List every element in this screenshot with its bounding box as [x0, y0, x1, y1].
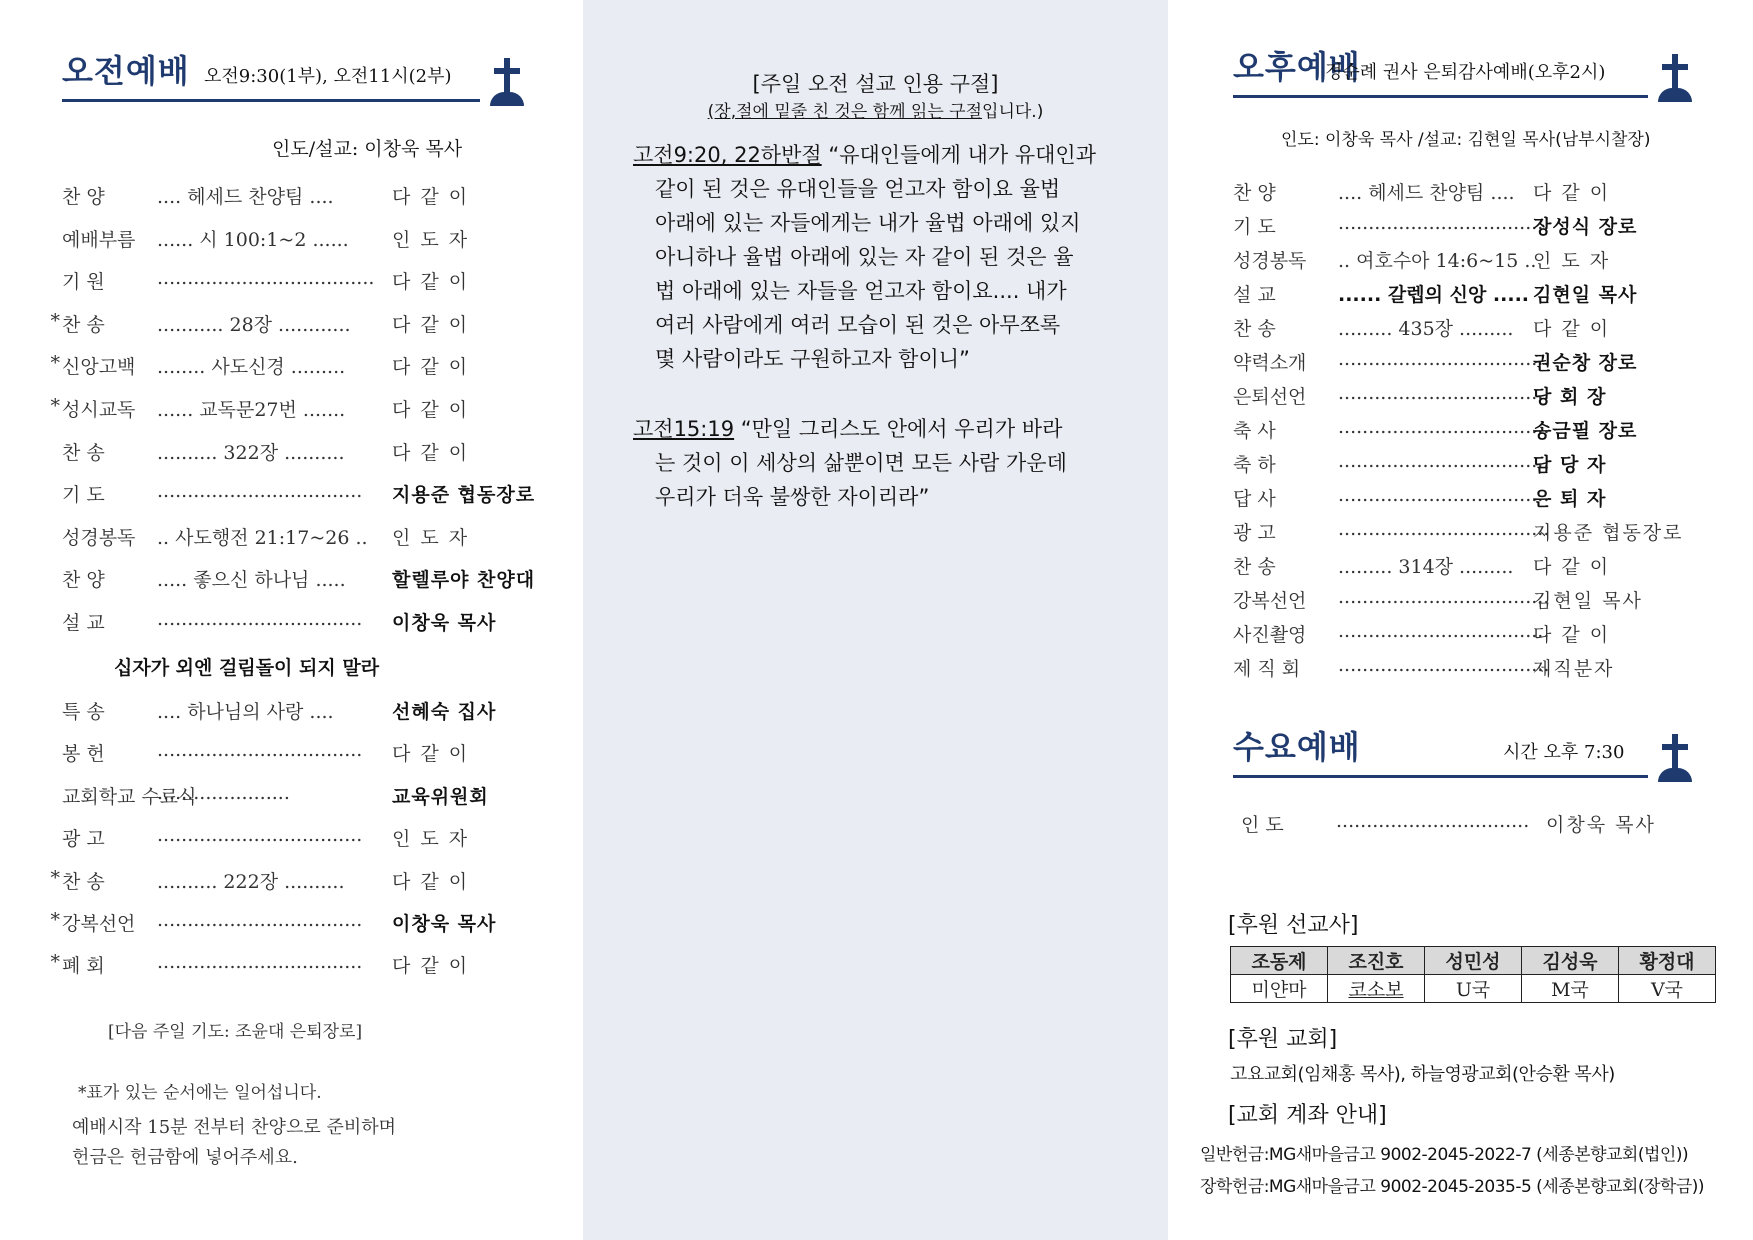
- order-detail: ...................................: [1338, 212, 1550, 234]
- order-person: 선혜숙 집사: [392, 701, 497, 723]
- order-detail: ..................................: [157, 909, 363, 931]
- order-detail: ....................................: [157, 267, 375, 290]
- supporting-churches-heading: [후원 교회]: [1228, 1027, 1338, 1052]
- order-label: 예배부름: [62, 228, 136, 251]
- order-detail: ......... 314장 .........: [1338, 556, 1514, 578]
- order-person: 다 같 이: [392, 356, 470, 379]
- morning-leader: 인도/설교: 이창욱 목사: [272, 138, 463, 160]
- missionaries-table: [1230, 946, 1716, 1003]
- order-label: 성경봉독: [1233, 250, 1307, 272]
- order-person: 당 회 장: [1533, 386, 1607, 408]
- order-detail: ........... 28장 ............: [157, 313, 351, 336]
- order-detail: ...................................: [1338, 484, 1550, 506]
- order-label: 기 원: [62, 271, 105, 294]
- standing-marker: *: [50, 395, 60, 417]
- order-label: 찬 양: [1233, 182, 1276, 204]
- order-detail: .......... 322장 ..........: [157, 441, 345, 464]
- order-person: 이창욱 목사: [392, 913, 497, 935]
- cross-icon: [1658, 734, 1692, 782]
- order-person: 할렐루야 찬양대: [392, 569, 536, 592]
- order-detail: .. 여호수아 14:6~15 ..: [1338, 250, 1537, 272]
- cross-icon: [490, 58, 524, 106]
- order-person: 지용준 협동장로: [1533, 522, 1684, 544]
- order-label: 제 직 회: [1233, 658, 1301, 680]
- afternoon-leader: 인도: 이창욱 목사 /설교: 김현일 목사(남부시찰장): [1281, 130, 1651, 150]
- order-label: 폐 회: [62, 955, 105, 978]
- order-person: 김현일 목사: [1533, 284, 1638, 306]
- order-person: 김현일 목사: [1533, 590, 1643, 612]
- order-person: 다 같 이: [392, 743, 470, 766]
- order-label: 광 고: [1233, 522, 1276, 544]
- account-general: 일반헌금:MG새마을금고 9002-2045-2022-7 (세종본향교회(법인)): [1200, 1145, 1689, 1165]
- order-person: 교육위원회: [392, 785, 489, 808]
- order-person: 제직분자: [1533, 658, 1615, 680]
- order-person: 담 당 자: [1533, 454, 1607, 476]
- order-detail: ...................................: [1338, 586, 1550, 608]
- order-label: 성시교독: [62, 399, 136, 421]
- morning-service-time: 오전9:30(1부), 오전11시(2부): [204, 66, 452, 87]
- order-person: 다 같 이: [1533, 556, 1611, 578]
- order-detail: ...................................: [1338, 450, 1550, 472]
- wednesday-service-header: [1233, 718, 1703, 778]
- order-person: 인 도 자: [392, 526, 470, 549]
- order-detail: ...... 갈렙의 신앙 .....: [1338, 284, 1530, 306]
- supporting-churches-text: 고요교회(임채홍 목사), 하늘영광교회(안승환 목사): [1230, 1064, 1615, 1085]
- missionaries-names-row: 조동제 조진호 성민성 김성욱 황정대: [1231, 947, 1716, 975]
- order-label: 광 고: [62, 828, 105, 851]
- order-label: 신앙고백: [62, 356, 136, 379]
- afternoon-service-header: [1233, 38, 1703, 98]
- order-detail: ......................: [157, 781, 290, 804]
- morning-service-title: 오전예배: [62, 52, 190, 90]
- header-rule: [1233, 775, 1648, 778]
- order-detail: ...................................: [1338, 518, 1550, 540]
- order-person: 다 같 이: [392, 186, 470, 208]
- account-scholarship: 장학헌금:MG새마을금고 9002-2045-2035-5 (세종본향교회(장학금)): [1200, 1177, 1705, 1197]
- order-detail: ...................................: [1338, 382, 1550, 404]
- sermon-title: 십자가 외엔 걸림돌이 되지 말라: [114, 657, 380, 679]
- sermon-quotes-panel: [583, 0, 1168, 1240]
- order-label: 찬 송: [1233, 318, 1276, 340]
- order-person: 권순창 장로: [1533, 352, 1638, 374]
- order-person: 인 도 자: [1533, 250, 1611, 272]
- order-detail: ..................................: [157, 824, 363, 847]
- order-detail: ..................................: [157, 739, 363, 762]
- order-label: 찬 양: [62, 569, 105, 592]
- order-detail: ...................................: [1338, 620, 1550, 642]
- order-detail: ..................................: [157, 951, 363, 974]
- next-week-prayer: [다음 주일 기도: 조윤대 은퇴장로]: [108, 1022, 363, 1042]
- subtitle-rest: 입니다.): [982, 102, 1044, 122]
- order-label: 설 교: [1233, 284, 1276, 306]
- accounts-heading: [교회 계좌 안내]: [1228, 1103, 1387, 1128]
- order-detail: ........ 사도신경 .........: [157, 356, 346, 379]
- order-person: 이창욱 목사: [392, 612, 497, 634]
- order-label: 찬 양: [62, 186, 105, 208]
- prep-note-1: 예배시작 15분 전부터 찬양으로 준비하며: [72, 1117, 396, 1138]
- order-person: 인 도 자: [392, 828, 470, 851]
- subtitle-underlined: (장,절에 밑줄 친 것은 함께 읽는 구절: [707, 102, 983, 122]
- order-person: 다 같 이: [392, 870, 470, 893]
- afternoon-service-subtitle: 정순례 권사 은퇴감사예배(오후2시): [1325, 62, 1606, 83]
- afternoon-service-title: 오후예배: [1233, 48, 1361, 86]
- order-label: 기 도: [1233, 216, 1276, 238]
- order-person: 다 같 이: [392, 399, 470, 421]
- verse-1-reference: 고전9:20, 22하반절: [633, 143, 822, 167]
- order-label: 찬 송: [62, 313, 105, 336]
- morning-service-panel: [0, 0, 583, 1240]
- order-person: 은 퇴 자: [1533, 488, 1607, 510]
- verse-2: 고전15:19 “만일 그리스도 안에서 우리가 바라 는 것이 이 세상의 삶뿐이면 모든 사람 가운데 우리가 더욱 불쌍한 자이리라”: [633, 417, 1067, 509]
- order-label: 찬 송: [62, 870, 105, 893]
- standing-marker: *: [50, 909, 60, 931]
- afternoon-service-panel: 오후예배 정순례 권사 은퇴감사예배(오후2시) 인도: 이창욱 목사 /설교: 김현일 목사(남부시찰장) 찬 양 .... 헤세드 찬양팀 .... 다 같 이 기 도 ................................... 장성식 장로 성경봉독 .. 여호수아 14:6~15 .. 인 도 자 설 교 ...... 갈렙의 신앙 ..... 김현일 목사 찬 송 ......... 435장 ......... 다 같 이 약력소개 ................................... 권순창 장로 은퇴선언 ................................... 당 회 장 축 사 ................................... 송금필 장로 축 하 ................................... 담 당 자 답 사 ................................... 은 퇴 자 광 고 ................................... 지용준 협동장로 찬 송 ......... 314장 ......... 다 같 이 강복선언 ................................... 김현일 목사 사진촬영 ................................... 다 같 이 제 직 회 ................................... 제직분자 수요예배 시간 오후 7:30 인 도 ................................ 이창욱 목사 [후원 선교사] 조동제 조진호 성민성 김성욱 황정대 미얀마 코소보 U국 M국 V국 [후원 교회] 고요교회(임채홍 목사), 하늘영광교회(안승환 목사) [교회 계좌 안내] 일반헌금:MG새마을금고 9002-2045-2022-7 (세종본향교회(법인)) 장학헌금:MG새마을금고 9002-2045-2035-5 (세종본향교회(장학금)): [1168, 0, 1753, 1240]
- order-detail: ......... 435장 .........: [1338, 318, 1514, 340]
- order-detail: ...... 교독문27번 .......: [157, 399, 346, 421]
- wednesday-service-title: 수요예배: [1233, 728, 1361, 766]
- order-detail: .... 헤세드 찬양팀 ....: [1338, 182, 1515, 204]
- standing-marker: *: [50, 352, 60, 375]
- order-detail: ...................................: [1338, 416, 1550, 438]
- order-label: 찬 송: [1233, 556, 1276, 578]
- verse-2-reference: 고전15:19: [633, 417, 735, 441]
- order-label: 봉 헌: [62, 743, 105, 766]
- order-detail: .......... 222장 ..........: [157, 870, 345, 893]
- order-label: 은퇴선언: [1233, 386, 1307, 408]
- standing-marker: *: [50, 951, 60, 974]
- order-label: 기 도: [62, 484, 105, 507]
- order-person: 장성식 장로: [1533, 216, 1638, 238]
- standing-marker: *: [50, 866, 60, 889]
- order-person: 다 같 이: [1533, 318, 1611, 340]
- order-detail: ...................................: [1338, 348, 1550, 370]
- order-label: 교회학교 수료식: [62, 785, 197, 808]
- order-person: 다 같 이: [1533, 624, 1611, 646]
- order-label: 설 교: [62, 612, 105, 634]
- standing-note: *표가 있는 순서에는 일어섭니다.: [78, 1083, 322, 1103]
- verse-1: 고전9:20, 22하반절 “유대인들에게 내가 유대인과 같이 된 것은 유대인들을 얻고자 함이요 율법 아래에 있는 자들에게는 내가 율법 아래에 있지 아니하나 율법 아래에 있는 자 같이 된 것은 율 법 아래에 있는 자들을 얻고자 함이요.... 내가 여러 사람에게 여러 모습이 된 것은 아무쪼록 몇 사람이라도 구원하고자 함이니”: [633, 143, 1097, 371]
- sermon-quotes-subtitle: [583, 97, 1168, 122]
- order-label: 약력소개: [1233, 352, 1307, 374]
- order-detail: .... 하나님의 사랑 ....: [157, 701, 334, 723]
- header-rule: [1233, 95, 1648, 98]
- order-detail: ...................................: [1338, 654, 1550, 676]
- order-label: 성경봉독: [62, 526, 136, 549]
- standing-marker: *: [50, 309, 60, 332]
- order-label: 사진촬영: [1233, 624, 1307, 646]
- order-detail: ..................................: [157, 480, 363, 503]
- order-detail: .. 사도행전 21:17~26 ..: [157, 526, 368, 549]
- order-person: 인 도 자: [392, 228, 470, 251]
- order-label: 축 하: [1233, 454, 1276, 476]
- order-person: 다 같 이: [392, 955, 470, 978]
- order-detail: ..... 좋으신 하나님 .....: [157, 569, 346, 592]
- sermon-quotes-title: [주일 오전 설교 인용 구절]: [752, 72, 999, 96]
- order-label: 강복선언: [62, 913, 136, 935]
- missionaries-places-row: 미얀마 코소보 U국 M국 V국: [1231, 975, 1716, 1003]
- wednesday-service-time: 시간 오후 7:30: [1503, 742, 1625, 763]
- header-rule: [62, 99, 480, 102]
- missionaries-heading: [후원 선교사]: [1228, 913, 1359, 938]
- order-label: 특 송: [62, 701, 105, 723]
- morning-service-header: [62, 42, 532, 102]
- order-label: 찬 송: [62, 441, 105, 464]
- order-person: 다 같 이: [392, 271, 470, 294]
- order-detail: .... 헤세드 찬양팀 ....: [157, 186, 334, 208]
- order-label: 축 사: [1233, 420, 1276, 442]
- order-person: 지용준 협동장로: [392, 484, 536, 507]
- order-detail: ..................................: [157, 608, 363, 630]
- order-person: 다 같 이: [392, 313, 470, 336]
- order-person: 다 같 이: [392, 441, 470, 464]
- order-label: 답 사: [1233, 488, 1276, 510]
- order-person: 다 같 이: [1533, 182, 1611, 204]
- order-detail: ...... 시 100:1~2 ......: [157, 228, 349, 251]
- prep-note-2: 헌금은 헌금함에 넣어주세요.: [72, 1147, 298, 1168]
- order-label: 강복선언: [1233, 590, 1307, 612]
- order-person: 송금필 장로: [1533, 420, 1638, 442]
- cross-icon: [1658, 54, 1692, 102]
